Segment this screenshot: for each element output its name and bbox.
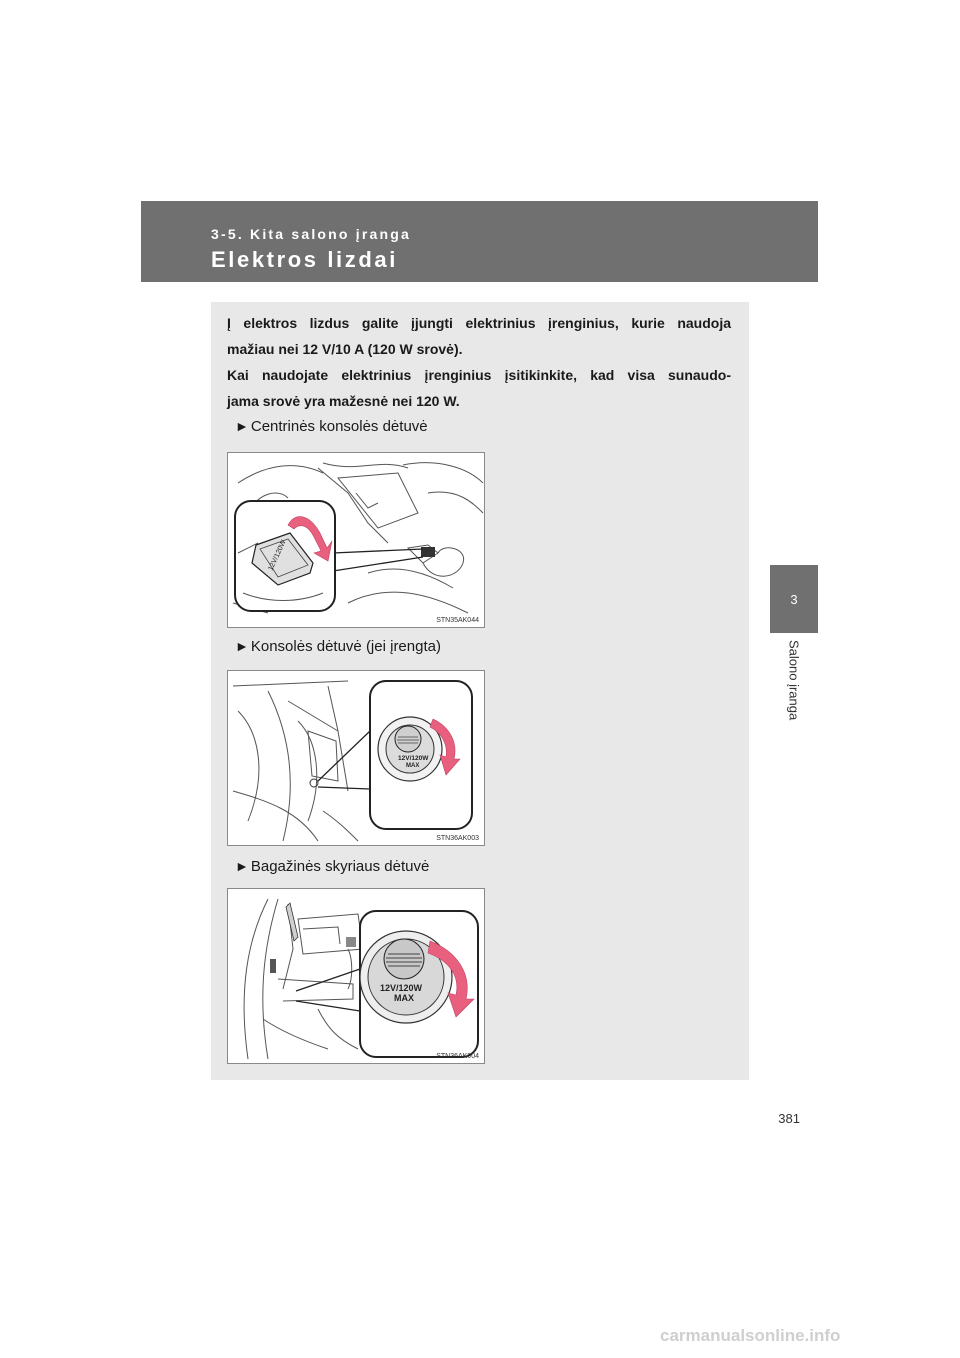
socket-rating-text: 12V/120W	[380, 983, 423, 993]
intro-paragraph	[227, 310, 731, 414]
page-number: 381	[778, 1111, 800, 1126]
figure-code: STN36AK003	[436, 835, 479, 842]
figure-code: STN36AK004	[436, 1053, 479, 1060]
chapter-number: 3	[790, 591, 798, 607]
chapter-side-label	[770, 640, 818, 740]
page-title: Elektros lizdai	[211, 247, 398, 272]
console-box-drawing	[228, 671, 484, 845]
section-label: Centrinės konsolės dėtuvė	[250, 418, 428, 435]
intro-line: mažiau nei 12 V/10 A (120 W srovė).	[227, 341, 463, 357]
luggage-box-drawing	[228, 889, 484, 1063]
illustration-center-console	[227, 452, 485, 628]
chapter-tab[interactable]	[770, 565, 818, 633]
section-breadcrumb: 3-5. Kita salono įranga	[211, 226, 411, 242]
illustration-console-box	[227, 670, 485, 846]
intro-line: Į elektros lizdus galite įjungti elektrinius įrenginius, kurie naudoja	[227, 315, 731, 331]
chapter-header	[141, 201, 818, 282]
site-watermark: carmanualsonline.info	[660, 1326, 841, 1345]
chapter-label: Salono įranga	[786, 640, 802, 721]
section-heading-console-box	[235, 638, 441, 655]
intro-line: Kai naudojate elektrinius įrenginius įsitikinkite, kad visa sunaudo-	[227, 367, 731, 383]
intro-line: jama srovė yra mažesnė nei 120 W.	[227, 393, 460, 409]
figure-code: STN35AK044	[436, 617, 479, 624]
section-label: Konsolės dėtuvė (jei įrengta)	[250, 638, 441, 655]
socket-max-text: MAX	[406, 763, 420, 769]
center-console-drawing	[228, 453, 484, 627]
triangle-arrow-icon: ►	[235, 638, 249, 654]
socket-max-text: MAX	[394, 993, 414, 1003]
section-heading-luggage-box	[235, 858, 429, 875]
triangle-arrow-icon: ►	[235, 418, 249, 434]
section-label: Bagažinės skyriaus dėtuvė	[250, 858, 430, 875]
content-panel	[211, 302, 749, 1080]
socket-rating-text: 12V/120W	[398, 755, 429, 762]
socket-rating-text: 12V/120W	[267, 539, 288, 572]
illustration-luggage-box	[227, 888, 485, 1064]
triangle-arrow-icon: ►	[235, 858, 249, 874]
section-heading-center-console	[235, 418, 428, 435]
